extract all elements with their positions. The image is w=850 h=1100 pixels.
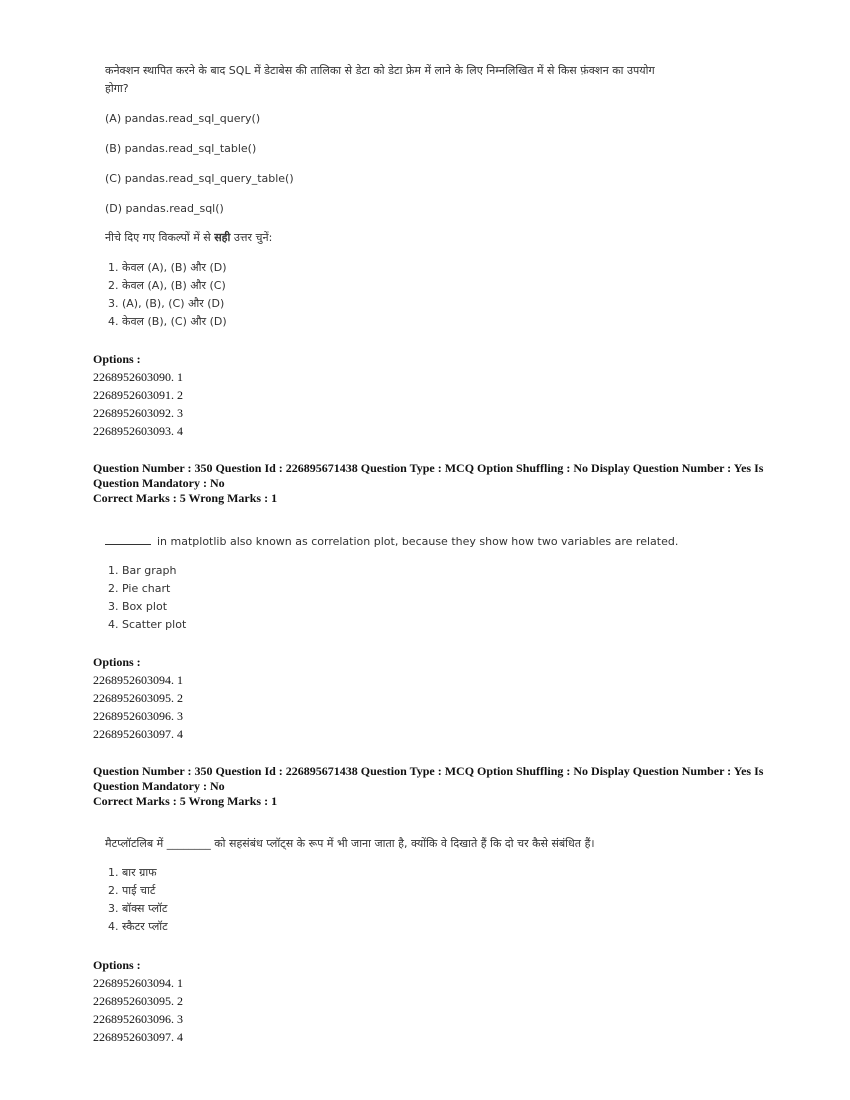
q350-en-blank bbox=[105, 534, 151, 545]
q350-en-option-1: 2268952603094. 1 bbox=[93, 673, 183, 687]
q349-instruction-prefix: नीचे दिए गए विकल्पों में से bbox=[105, 231, 215, 244]
q350-hi-question-blank: ________ bbox=[166, 837, 211, 850]
q349-choice-b: (B) pandas.read_sql_table() bbox=[105, 142, 257, 155]
q350-hi-options-label: Options : bbox=[93, 958, 141, 972]
q350-hi-option-3: 2268952603096. 3 bbox=[93, 1012, 183, 1026]
q349-question-line1: कनेक्शन स्थापित करने के बाद SQL में डेटाबेस की तालिका से डेटा को डेटा फ्रेम में लाने के लिए निम्नलिखित में से किस फ़ंक्शन का उपयोग bbox=[105, 64, 655, 77]
q350-hi-question-suffix: को सहसंबंध प्लॉट्स के रूप में भी जाना जाता है, क्योंकि वे दिखाते हैं कि दो चर कैसे संबंधित हैं। bbox=[214, 837, 595, 850]
q349-instruction bbox=[105, 230, 272, 245]
q350-hi-choice-list bbox=[108, 864, 168, 936]
q350-en-question-text: in matplotlib also known as correlation plot, because they show how two variables are related. bbox=[157, 535, 679, 548]
q350-hi-meta-line3: Correct Marks : 5 Wrong Marks : 1 bbox=[93, 794, 278, 808]
q350-en-options-list bbox=[93, 671, 183, 743]
q350-en-choice-3: 3. Box plot bbox=[108, 600, 168, 613]
q350-hi-choice-3: 3. बॉक्स प्लॉट bbox=[108, 902, 168, 915]
q349-options-label: Options : bbox=[93, 352, 141, 366]
q350-hi-options-list bbox=[93, 974, 183, 1046]
q349-answer-2: 2. केवल (A), (B) और (C) bbox=[108, 279, 226, 292]
q349-answer-4: 4. केवल (B), (C) और (D) bbox=[108, 315, 227, 328]
q349-answer-list bbox=[108, 259, 227, 331]
q349-answer-1: 1. केवल (A), (B) और (D) bbox=[108, 261, 227, 274]
q350-hi-question bbox=[105, 836, 805, 851]
q349-option-4: 2268952603093. 4 bbox=[93, 424, 183, 438]
q349-option-1: 2268952603090. 1 bbox=[93, 370, 183, 384]
q349-choice-a: (A) pandas.read_sql_query() bbox=[105, 112, 261, 125]
q350-en-meta-line1: Question Number : 350 Question Id : 226895671438 Question Type : MCQ Option Shuffling : No Display Question Number : Yes Is bbox=[93, 461, 764, 475]
q349-instruction-suffix: उत्तर चुनें: bbox=[230, 231, 273, 244]
q350-en-meta-line3: Correct Marks : 5 Wrong Marks : 1 bbox=[93, 491, 278, 505]
q350-en-option-2: 2268952603095. 2 bbox=[93, 691, 183, 705]
q349-choice-c: (C) pandas.read_sql_query_table() bbox=[105, 172, 294, 185]
q350-en-options-label: Options : bbox=[93, 655, 141, 669]
q349-option-2: 2268952603091. 2 bbox=[93, 388, 183, 402]
q350-hi-choice-4: 4. स्कैटर प्लॉट bbox=[108, 920, 168, 933]
q350-en-question bbox=[105, 534, 678, 548]
q350-en-meta-line2: Question Mandatory : No bbox=[93, 476, 225, 490]
q350-en-choice-4: 4. Scatter plot bbox=[108, 618, 187, 631]
q350-hi-option-2: 2268952603095. 2 bbox=[93, 994, 183, 1008]
q349-question bbox=[105, 62, 785, 98]
q350-en-meta bbox=[93, 461, 783, 506]
q350-en-choice-list bbox=[108, 562, 186, 634]
q350-en-option-4: 2268952603097. 4 bbox=[93, 727, 183, 741]
q350-hi-question-prefix: मैटप्लॉटलिब में bbox=[105, 837, 164, 850]
q349-question-line2: होगा? bbox=[105, 82, 129, 95]
q349-answer-3: 3. (A), (B), (C) और (D) bbox=[108, 297, 225, 310]
q349-instruction-bold: सही bbox=[214, 231, 231, 244]
q350-hi-meta-line1: Question Number : 350 Question Id : 226895671438 Question Type : MCQ Option Shuffling : No Display Question Number : Yes Is bbox=[93, 764, 764, 778]
q349-options-list bbox=[93, 368, 183, 440]
q349-choice-d: (D) pandas.read_sql() bbox=[105, 202, 224, 215]
q350-hi-meta bbox=[93, 764, 783, 809]
q349-option-3: 2268952603092. 3 bbox=[93, 406, 183, 420]
q350-hi-choice-2: 2. पाई चार्ट bbox=[108, 884, 156, 897]
q350-hi-meta-line2: Question Mandatory : No bbox=[93, 779, 225, 793]
q350-en-choice-1: 1. Bar graph bbox=[108, 564, 177, 577]
q350-hi-option-1: 2268952603094. 1 bbox=[93, 976, 183, 990]
q350-hi-choice-1: 1. बार ग्राफ bbox=[108, 866, 157, 879]
q350-hi-option-4: 2268952603097. 4 bbox=[93, 1030, 183, 1044]
q350-en-choice-2: 2. Pie chart bbox=[108, 582, 171, 595]
q350-en-option-3: 2268952603096. 3 bbox=[93, 709, 183, 723]
